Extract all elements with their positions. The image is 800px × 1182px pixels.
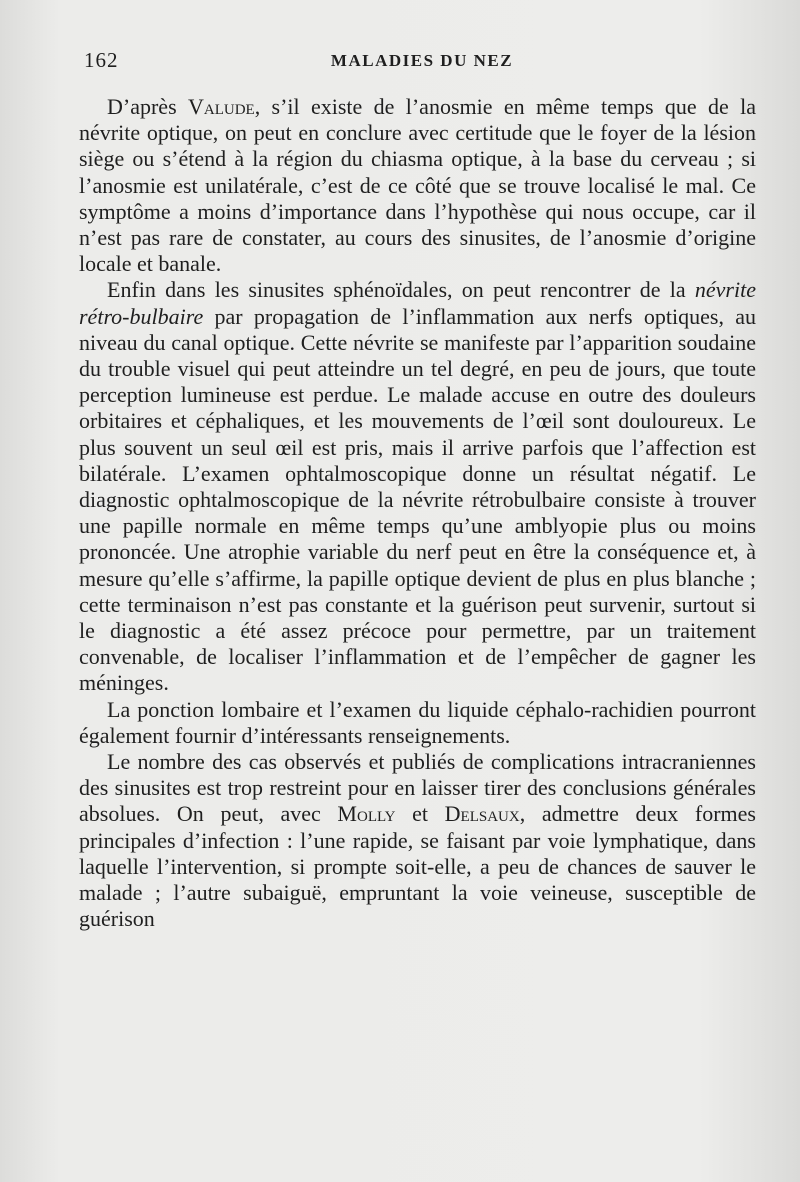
text-segment: , s’il existe de l’anosmie en même temps que de la névrite optique, on peut en conclure avec certitude que le foyer de la lésion siège ou s’étend à la région du chiasma optique, à la base du cerveau ; si l’anosmie est unilatérale, c’est de ce côté que se trouve localisé le mal. Ce symptôme a moins d’importance dans l’hypothèse qui nous occupe, car il n’est pas rare de constater, au cours des sinusites, de l’anosmie d’origine locale et banale. <box>79 94 757 277</box>
text-segment: Enfin dans les sinusites sphénoïdales, on peut rencontrer de la <box>107 277 695 303</box>
paragraph-4 <box>79 749 756 932</box>
text-segment: Le nombre des cas observés et publiés de complications intracraniennes des sinusites est trop restreint pour en laisser tirer des conclusions générales absolues. On peut, avec <box>79 749 756 827</box>
author-name-valude: Valude <box>187 94 255 119</box>
paragraph-3 <box>79 697 756 749</box>
author-name-delsaux: Delsaux <box>444 801 520 827</box>
paragraph-2 <box>79 277 756 696</box>
body-text <box>79 94 756 933</box>
author-name-molly: Molly <box>337 801 396 827</box>
text-segment: par propagation de l’inflammation aux nerfs optiques, au niveau du canal optique. Cette névrite se manifeste par l’apparition soudaine du trouble visuel qui peut atteindre un tel degré, en peu de jours, que toute perception lumineuse est perdue. Le malade accuse en outre des douleurs orbitaires et céphaliques, et les mouvements de l’œil sont douloureux. Le plus souvent un seul œil est pris, mais il arrive parfois que l’affection est bilatérale. L’examen ophtalmoscopique donne un résultat négatif. Le diagnostic ophtalmoscopique de la névrite rétrobulbaire consiste à trouver une papille normale en même temps qu’une amblyopie plus ou moins prononcée. Une atrophie variable du nerf peut en être la conséquence et, à mesure qu’elle s’affirme, la papille optique devient de plus en plus blanche ; cette terminaison n’est pas constante et la guérison peut survenir, surtout si le diagnostic a été assez précoce pour permettre, par un traitement convenable, de localiser l’inflammation et de l’empêcher de gagner les méninges. <box>79 303 756 696</box>
italic-term: névrite rétro-bulbaire <box>79 277 756 329</box>
page-number: 162 <box>84 48 119 72</box>
running-title: MALADIES DU NEZ <box>330 51 514 70</box>
text-segment: , admettre deux formes principales d’infection : l’une rapide, se faisant par voie lymphatique, dans laquelle l’intervention, si prompte soit-elle, a peu de chances de sauver le malade ; l’autre subaiguë, empruntant la voie veineuse, susceptible de guérison <box>79 801 756 932</box>
text-segment: D’après <box>107 94 188 119</box>
text-segment: et <box>395 801 445 827</box>
page-header <box>84 48 760 80</box>
paragraph-1 <box>79 94 756 277</box>
text-segment: La ponction lombaire et l’examen du liquide céphalo-rachidien pourront également fournir d’intéressants renseignements. <box>79 696 756 748</box>
